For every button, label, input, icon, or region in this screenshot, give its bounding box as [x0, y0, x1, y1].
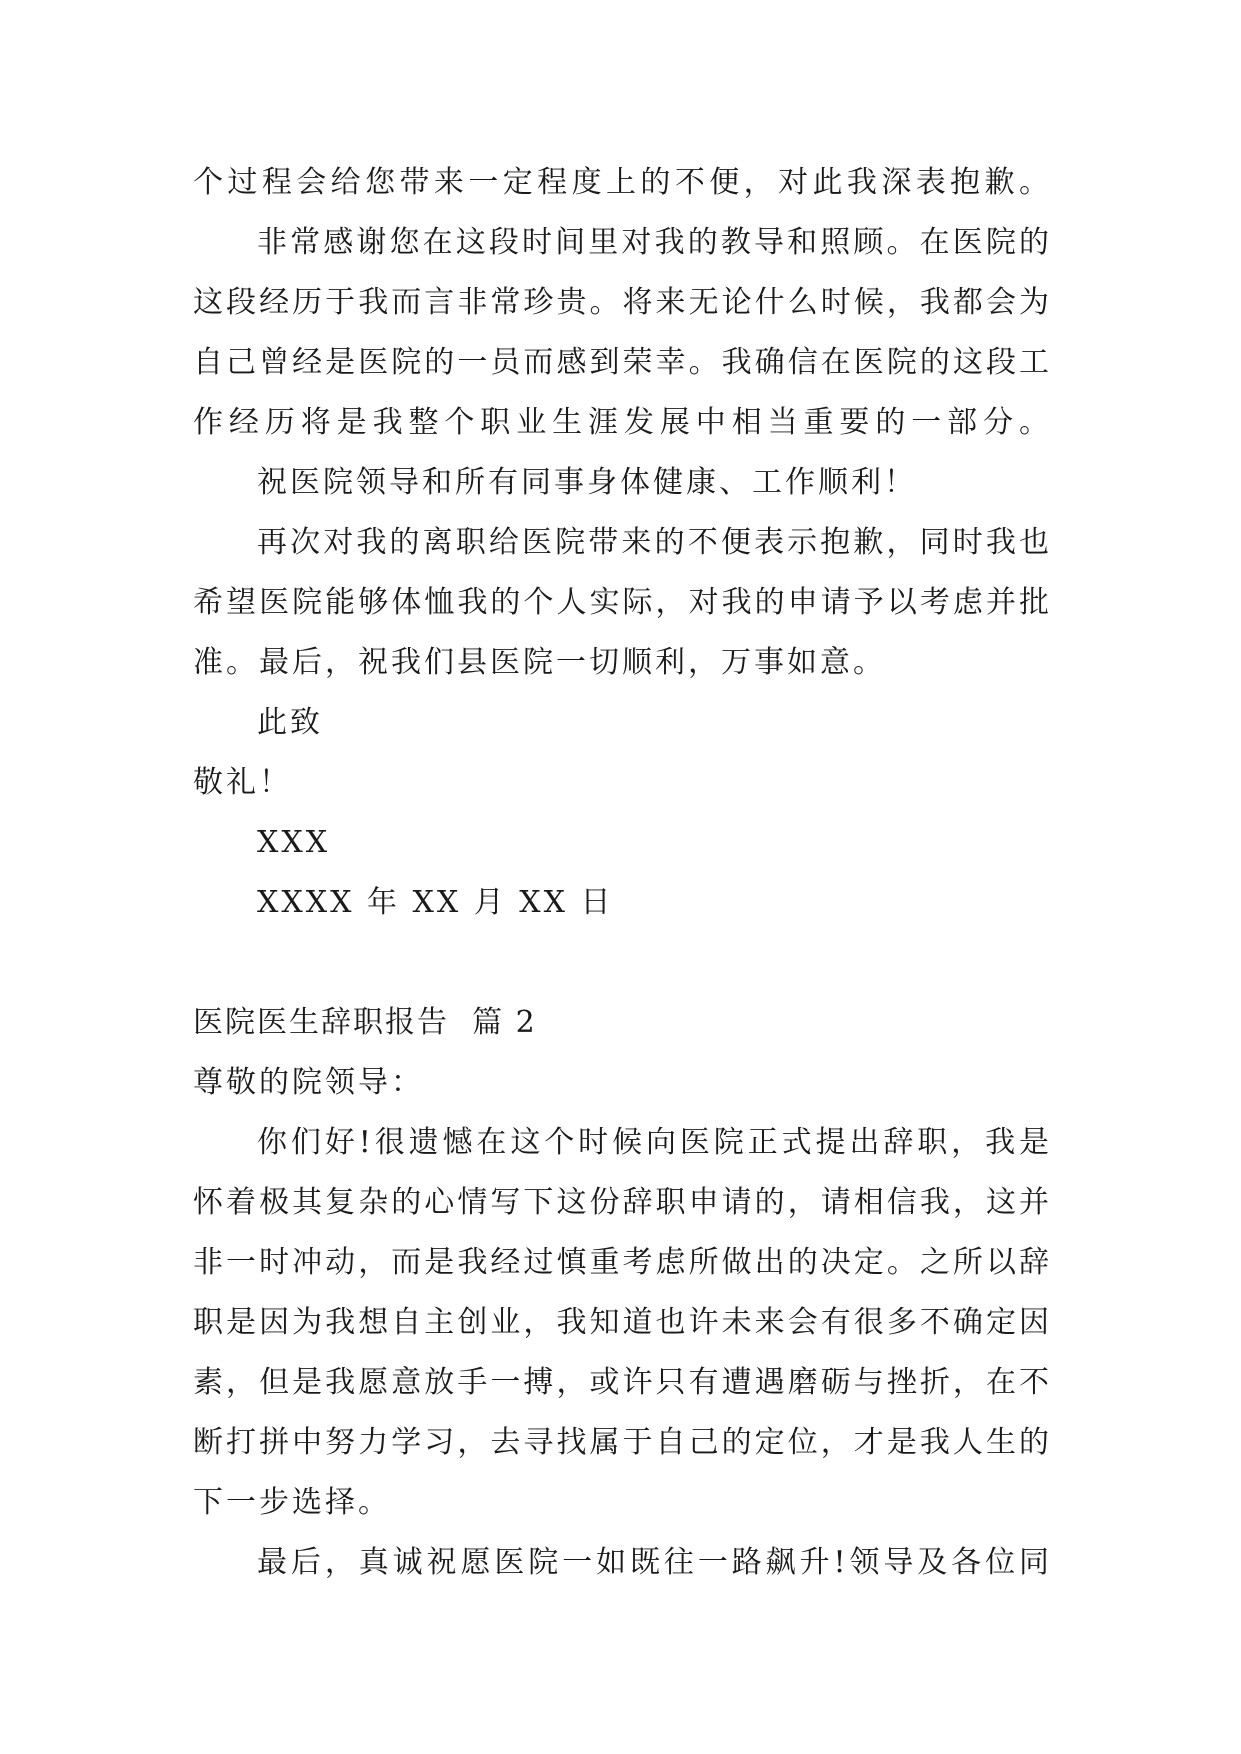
text-line: 断打拼中努力学习，去寻找属于自己的定位，才是我人生的 [193, 1425, 1049, 1460]
text-line: 怀着极其复杂的心情写下这份辞职申请的，请相信我，这并 [193, 1185, 1049, 1220]
text-line: 祝医院领导和所有同事身体健康、工作顺利！ [257, 465, 917, 500]
text-line: 这段经历于我而言非常珍贵。将来无论什么时候，我都会为 [193, 285, 1049, 320]
text-line: 职是因为我想自主创业，我知道也许未来会有很多不确定因 [193, 1305, 1049, 1340]
greeting: 尊敬的院领导： [193, 1065, 424, 1100]
closing-salutation: 此致 [257, 705, 323, 740]
text-line: 准。最后，祝我们县医院一切顺利，万事如意。 [193, 645, 886, 680]
text-line: 最后，真诚祝愿医院一如既往一路飙升!领导及各位同 [257, 1545, 1049, 1580]
text-line: 非一时冲动，而是我经过慎重考虑所做出的决定。之所以辞 [193, 1245, 1049, 1280]
text-line: 再次对我的离职给医院带来的不便表示抱歉，同时我也 [257, 525, 1049, 560]
text-line: 自己曾经是医院的一员而感到荣幸。我确信在医院的这段工 [193, 345, 1049, 380]
text-line: 希望医院能够体恤我的个人实际，对我的申请予以考虑并批 [193, 585, 1049, 620]
text-line: 个过程会给您带来一定程度上的不便，对此我深表抱歉。 [193, 165, 1049, 200]
text-line: 非常感谢您在这段时间里对我的教导和照顾。在医院的 [257, 225, 1049, 260]
section-title: 医院医生辞职报告 篇 2 [193, 1005, 537, 1040]
section-spacer [193, 933, 1049, 993]
closing-salutation: 敬礼！ [193, 765, 292, 800]
signature: XXX [257, 825, 331, 860]
text-line: 你们好!很遗憾在这个时候向医院正式提出辞职，我是 [257, 1125, 1049, 1160]
text-line: 素，但是我愿意放手一搏，或许只有遭遇磨砺与挫折，在不 [193, 1365, 1049, 1400]
signature-date: XXXX 年 XX 月 XX 日 [257, 885, 614, 920]
document-body [193, 153, 1049, 1593]
text-line: 作经历将是我整个职业生涯发展中相当重要的一部分。 [193, 405, 1049, 440]
text-line: 下一步选择。 [193, 1485, 391, 1520]
